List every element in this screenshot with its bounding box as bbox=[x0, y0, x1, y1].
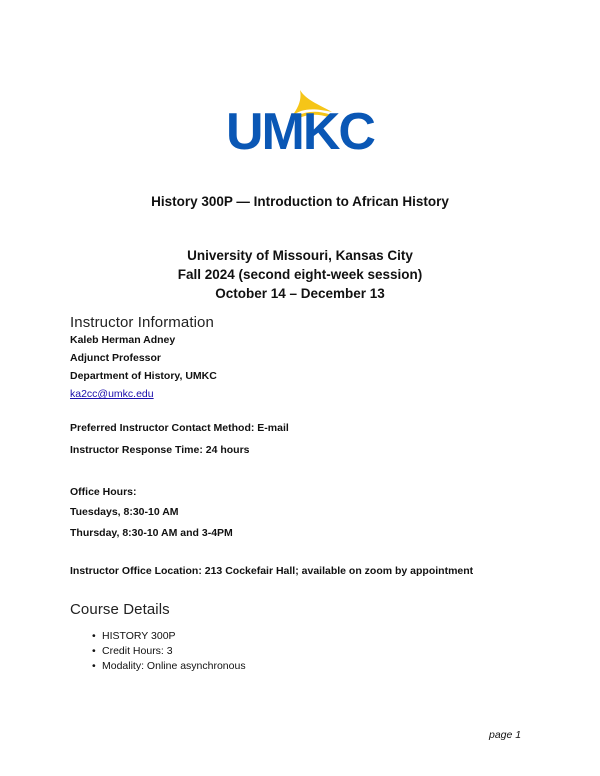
list-item: • Modality: Online asynchronous bbox=[92, 659, 246, 674]
logo-text: UMKC bbox=[226, 103, 374, 161]
office-hours-tuesday: Tuesdays, 8:30-10 AM bbox=[70, 506, 179, 518]
course-title: History 300P — Introduction to African History bbox=[151, 194, 449, 209]
instructor-email-link[interactable]: ka2cc@umkc.edu bbox=[70, 388, 154, 400]
course-details-list bbox=[92, 629, 246, 674]
term: Fall 2024 (second eight-week session) bbox=[177, 267, 423, 282]
university-name: University of Missouri, Kansas City bbox=[187, 248, 413, 263]
office-location: Instructor Office Location: 213 Cockefair Hall; available on zoom by appointment bbox=[70, 565, 474, 577]
umkc-logo bbox=[220, 86, 380, 166]
office-hours-label: Office Hours: bbox=[70, 486, 137, 498]
session-dates: October 14 – December 13 bbox=[215, 286, 385, 301]
course-details-heading: Course Details bbox=[70, 601, 170, 618]
instructor-department: Department of History, UMKC bbox=[70, 370, 217, 382]
instructor-title: Adjunct Professor bbox=[70, 352, 162, 364]
university-block bbox=[0, 246, 600, 303]
response-time: Instructor Response Time: 24 hours bbox=[70, 444, 250, 456]
contact-method: Preferred Instructor Contact Method: E-mail bbox=[70, 422, 289, 434]
instructor-heading: Instructor Information bbox=[70, 314, 214, 331]
page-number: page 1 bbox=[489, 729, 522, 741]
list-item: • HISTORY 300P bbox=[92, 629, 246, 644]
office-hours-thursday: Thursday, 8:30-10 AM and 3-4PM bbox=[70, 527, 233, 539]
list-item: • Credit Hours: 3 bbox=[92, 644, 246, 659]
instructor-name: Kaleb Herman Adney bbox=[70, 334, 176, 346]
